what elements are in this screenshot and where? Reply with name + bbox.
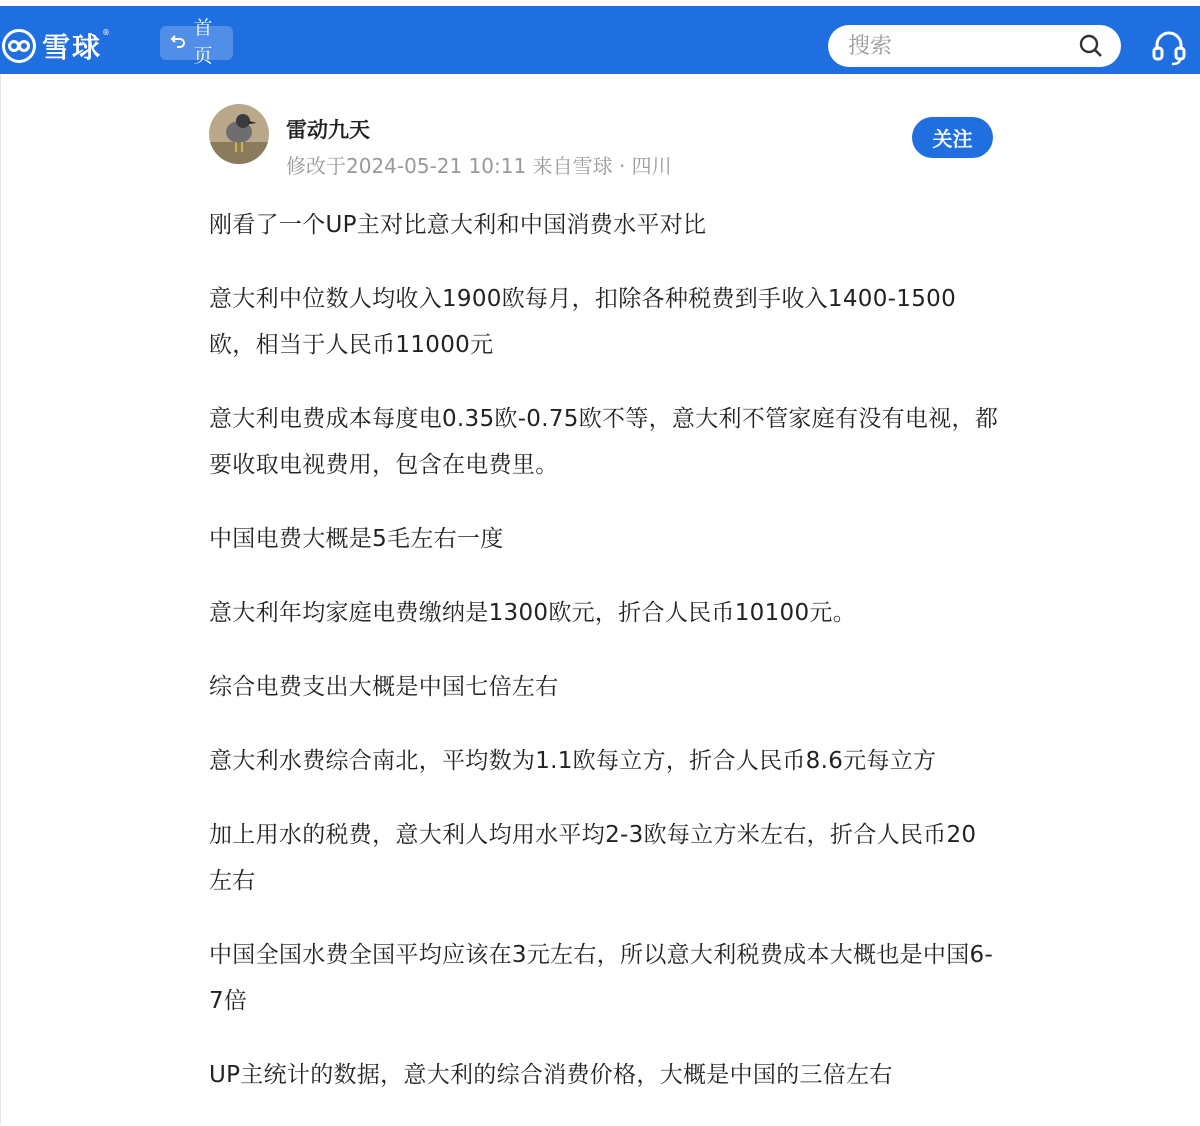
back-arrow-icon: [170, 33, 188, 53]
post-body: [209, 202, 999, 1126]
post-paragraph: 综合电费支出大概是中国七倍左右: [209, 674, 559, 700]
post-paragraph: 中国电费大概是5毛左右一度: [209, 526, 504, 552]
post-paragraph: 中国全国水费全国平均应该在3元左右，所以意大利税费成本大概也是中国6-7倍: [209, 942, 994, 1014]
search-icon[interactable]: [1079, 34, 1103, 58]
post-paragraph: UP主统计的数据，意大利的综合消费价格，大概是中国的三倍左右: [209, 1062, 893, 1088]
author-name[interactable]: 雷动九天: [286, 118, 370, 142]
home-button[interactable]: [160, 17, 233, 67]
post-paragraph: 加上用水的税费，意大利人均用水平均2-3欧每立方米左右，折合人民币20左右: [209, 822, 977, 894]
follow-button[interactable]: 关注: [912, 117, 993, 158]
avatar[interactable]: [209, 104, 269, 164]
post-paragraph: 意大利年均家庭电费缴纳是1300欧元，折合人民币10100元。: [209, 600, 856, 626]
search-box[interactable]: [828, 25, 1121, 67]
post-paragraph: 意大利电费成本每度电0.35欧-0.75欧不等，意大利不管家庭有没有电视，都要收取电视费用，包含在电费里。: [209, 406, 999, 478]
top-nav-bar: [0, 6, 1200, 74]
post-paragraph: 意大利水费综合南北，平均数为1.1欧每立方，折合人民币8.6元每立方: [209, 748, 937, 774]
site-logo[interactable]: [0, 26, 110, 66]
home-label: 首页: [193, 17, 213, 67]
post-paragraph: 刚看了一个UP主对比意大利和中国消费水平对比: [209, 212, 707, 238]
logo-trademark: ®: [102, 28, 111, 37]
post-container: [0, 74, 1200, 1125]
headset-icon[interactable]: [1150, 28, 1188, 66]
logo-text: 雪球: [42, 31, 103, 64]
post-meta: 修改于2024-05-21 10:11 来自雪球 · 四川: [286, 154, 672, 178]
search-input[interactable]: [848, 33, 1068, 59]
logo-icon: [2, 29, 36, 63]
post-paragraph: 意大利中位数人均收入1900欧每月，扣除各种税费到手收入1400-1500欧，相当于人民币11000元: [209, 286, 956, 358]
